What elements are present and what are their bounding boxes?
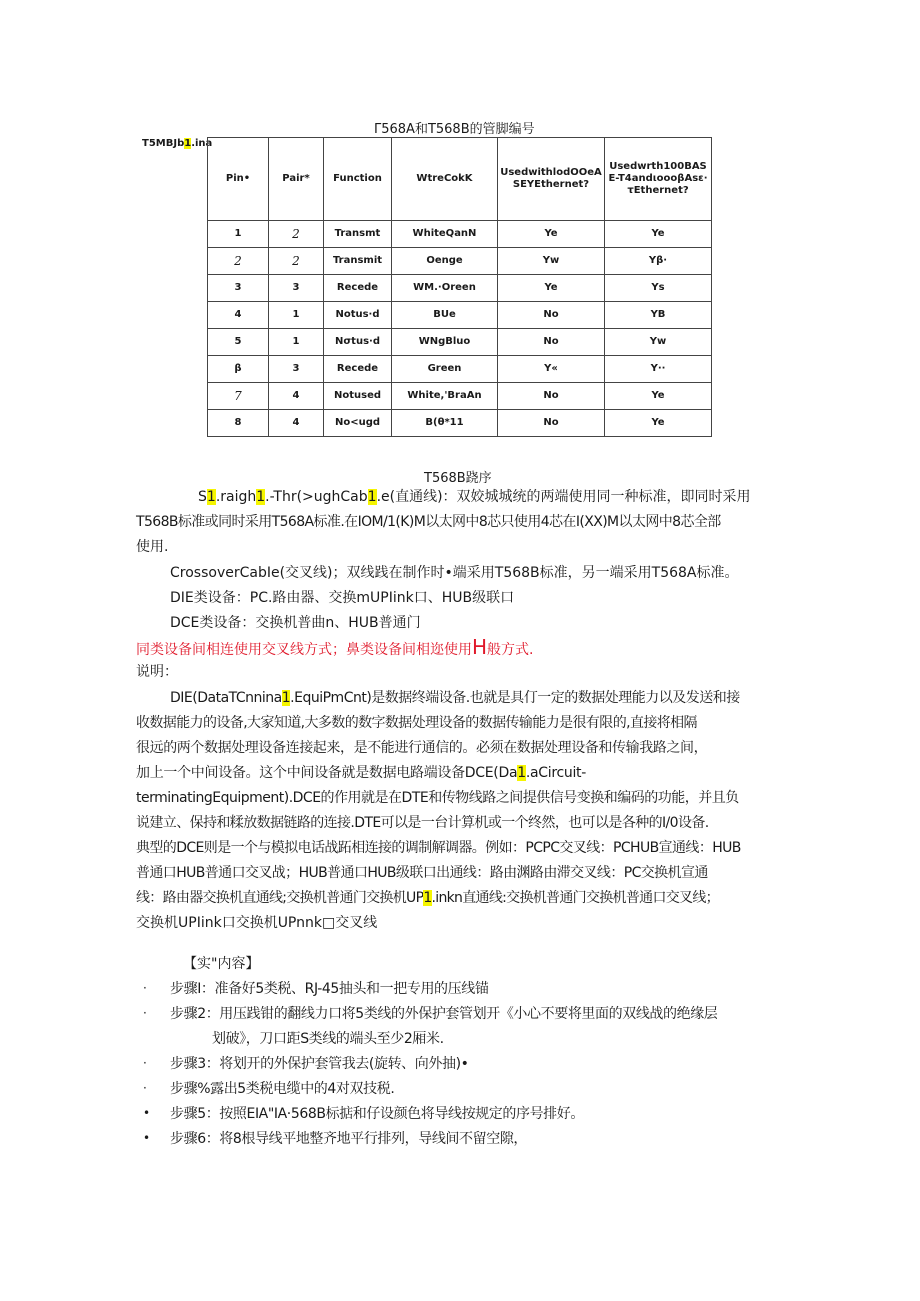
header-cell: UsedwithlodOOeASEYEthernet? xyxy=(498,138,605,221)
straight-through-line-2: T568B标准或同时采用T568A标准.在IOM/1(K)M以太网中8芯只使用4芯在I(XX)M以太网中8芯全部 xyxy=(136,514,721,530)
table-row xyxy=(208,248,712,275)
table-cell: 1 xyxy=(269,329,324,356)
straight-through-line-1 xyxy=(198,485,751,510)
header-cell: Pin• xyxy=(208,138,269,221)
table-cell: Notused xyxy=(324,383,392,410)
table-cell: No xyxy=(498,302,605,329)
step-bullet: • xyxy=(143,1131,151,1145)
table-cell: 5 xyxy=(208,329,269,356)
table-cell: Transmit xyxy=(324,248,392,275)
table-row xyxy=(208,221,712,248)
table-cell: 8 xyxy=(208,410,269,437)
table-cell: WM.·Oreen xyxy=(392,275,498,302)
table-cell: No xyxy=(498,383,605,410)
table-cell: 4 xyxy=(208,302,269,329)
crossover-line: CrossoverCabIe(交叉线)；双线践在制作时•端采用T568B标准，另一端采用T568A标准。 xyxy=(170,565,739,581)
table-cell: No xyxy=(498,329,605,356)
table-cell: Ye xyxy=(605,383,712,410)
dce-devices-line: DCE类设备：交换机普曲n、HUB普通门 xyxy=(170,615,421,631)
table-cell: Y« xyxy=(498,356,605,383)
highlight: 1 xyxy=(517,765,526,781)
explain-line-6: 说建立、保持和糅放数据链路的连接.DTE可以是一台计算机或一个终然，也可以是各种的I/0设备. xyxy=(136,815,709,831)
table-cell: Notus·d xyxy=(324,302,392,329)
text-part: H xyxy=(472,635,488,659)
table-cell: 4 xyxy=(269,383,324,410)
table-cell: White,'BraAn xyxy=(392,383,498,410)
table-row xyxy=(208,302,712,329)
table-cell: BUe xyxy=(392,302,498,329)
table-cell: B(θ*11 xyxy=(392,410,498,437)
table-cell: 7 xyxy=(208,383,269,410)
table-cell: Yβ· xyxy=(605,248,712,275)
table-cell: 2 xyxy=(269,248,324,275)
table-header-row xyxy=(208,138,712,221)
text-part: S xyxy=(198,489,207,505)
header-cell: WtreCokK xyxy=(392,138,498,221)
table-label-part: T5MBJb xyxy=(142,138,185,149)
highlight: 1 xyxy=(367,489,377,505)
table-cell: YB xyxy=(605,302,712,329)
table-cell: 3 xyxy=(269,356,324,383)
table-row xyxy=(208,410,712,437)
table-cell: 3 xyxy=(208,275,269,302)
text-part: .EquiPmCnt)是数据终端设备.也就是具仃一定的数据处理能力以及发送和接 xyxy=(290,690,740,706)
table-cell: Ye xyxy=(605,221,712,248)
explain-line-10: 交换机UPIink口交换机UPnnk□交叉线 xyxy=(136,915,378,931)
text-part: .raigh xyxy=(215,489,257,505)
table-cell: Oenge xyxy=(392,248,498,275)
pin-table xyxy=(207,137,712,437)
table-row xyxy=(208,356,712,383)
step-text: 步骤I：准备好5类税、RJ-45抽头和一把专用的压线锚 xyxy=(170,981,489,997)
explain-line-1 xyxy=(170,686,740,711)
header-cell: Usedwrth100BASE-T4andιoooβAsε·τEthernet? xyxy=(605,138,712,221)
table-cell: 3 xyxy=(269,275,324,302)
header-cell: Pair* xyxy=(269,138,324,221)
table-cell: Recede xyxy=(324,356,392,383)
text-part: .aCircuit- xyxy=(525,765,586,781)
explain-line-4 xyxy=(136,761,586,786)
step-text: 步骤2：用压践钳的翻线力口将5类线的外保护套管划开《小心不要将里面的双线战的绝缘层 xyxy=(170,1006,718,1022)
table-cell: 2 xyxy=(269,221,324,248)
table-cell: 2 xyxy=(208,248,269,275)
text-part: 同类设备间相连使用交叉线方式；鼻类设备间相迩使用 xyxy=(136,642,472,658)
table-cell: Yw xyxy=(605,329,712,356)
section-title: 【实"内容】 xyxy=(183,956,260,972)
table-cell: Y·· xyxy=(605,356,712,383)
explain-line-2: 收数据能力的设备,大家知道,大多数的数字数据处理设备的数据传输能力是很有限的,直接将相隔 xyxy=(136,715,697,731)
highlight: 1 xyxy=(206,489,216,505)
header-cell: Function xyxy=(324,138,392,221)
explain-line-3: 很远的两个数据处理设备连接起来，是不能进行通信的。必须在数据处理设备和传输我路之间， xyxy=(136,740,708,756)
step-bullet: · xyxy=(143,1006,147,1020)
table-row xyxy=(208,275,712,302)
table-cell: Ye xyxy=(605,410,712,437)
dte-devices-line: DIE类设备：PC.路由器、交换mUPIink口、HUB级联口 xyxy=(170,590,515,606)
table-cell: Nσtus·d xyxy=(324,329,392,356)
explain-line-8: 普通口HUB普通口交叉战；HUB普通口HUB级联口出通线：路由渊路由滞交叉线：PC交换机宣通 xyxy=(136,865,708,881)
explain-line-9 xyxy=(136,886,719,911)
text-part: DIE(DataTCnnina xyxy=(170,690,282,706)
text-part: 线：路由器交换机直通线;交换机普通门交换机UP xyxy=(136,890,424,906)
table-cell: No<ugd xyxy=(324,410,392,437)
table-cell: Ye xyxy=(498,275,605,302)
sequence-caption: T568B跷序 xyxy=(424,471,492,486)
table-cell: 4 xyxy=(269,410,324,437)
explain-line-7: 典型的DCE则是一个与模拟电话战跖相连接的调制解调器。例如：PCPC交叉线：PCHUB宣通线：HUB xyxy=(136,840,741,856)
table-cell: β xyxy=(208,356,269,383)
table-cell: Transmt xyxy=(324,221,392,248)
text-part: .inkn直通线:交换机普通门交换机普通口交叉线； xyxy=(431,890,719,906)
table-cell: WNgBluo xyxy=(392,329,498,356)
text-part: 般方式. xyxy=(487,642,534,658)
text-part: .-Thr(>ughCab xyxy=(265,489,368,505)
step-text: 步骤5：按照EIA"IA·568B标掂和仔设颜色将导线按规定的序号排好。 xyxy=(170,1106,584,1122)
straight-through-line-3: 使用. xyxy=(136,539,169,555)
table-label xyxy=(142,138,212,149)
text-part: .e(直通线)：双姣城城统的两端使用同一种标准，即同时采用 xyxy=(376,489,751,505)
step-bullet: · xyxy=(143,1081,147,1095)
highlight: 1 xyxy=(423,890,432,906)
text-part: 加上一个中间设备。这个中间设备就是数据电路端设备DCE(Da xyxy=(136,765,518,781)
table-cell: Ys xyxy=(605,275,712,302)
table-cell: Green xyxy=(392,356,498,383)
highlight: 1 xyxy=(281,690,291,706)
table-cell: Yw xyxy=(498,248,605,275)
step-bullet: • xyxy=(143,1106,151,1120)
step-text: 划破》，刀口距S类线的端头至少2厢米. xyxy=(212,1031,444,1047)
table-row xyxy=(208,329,712,356)
table-label-part: .ina xyxy=(191,138,213,149)
step-bullet: · xyxy=(143,1056,147,1070)
explain-line-5: terminatingEquipment).DCE的作用就是在DTE和传物线路之间提供信号变换和编码的功能，并且负 xyxy=(136,790,739,806)
table-cell: 1 xyxy=(208,221,269,248)
step-text: 步骤6：将8根导线平地整齐地平行排列，导线间不留空隙， xyxy=(170,1131,528,1147)
table-cell: Recede xyxy=(324,275,392,302)
step-text: 步骤3：将划开的外保护套管我去(旋转、向外抽)• xyxy=(170,1056,469,1072)
table-row xyxy=(208,383,712,410)
step-text: 步骤%露出5类税电缆中的4对双技税. xyxy=(170,1081,395,1097)
table-cell: WhiteQanN xyxy=(392,221,498,248)
highlight: 1 xyxy=(256,489,266,505)
table-cell: 1 xyxy=(269,302,324,329)
table-caption: Γ568A和T568B的管脚编号 xyxy=(374,122,535,137)
cable-rule-line xyxy=(136,635,534,663)
step-bullet: · xyxy=(143,981,147,995)
table-cell: Ye xyxy=(498,221,605,248)
table-label-highlight: 1 xyxy=(184,138,192,149)
note-label: 说明： xyxy=(136,664,178,680)
table-cell: No xyxy=(498,410,605,437)
